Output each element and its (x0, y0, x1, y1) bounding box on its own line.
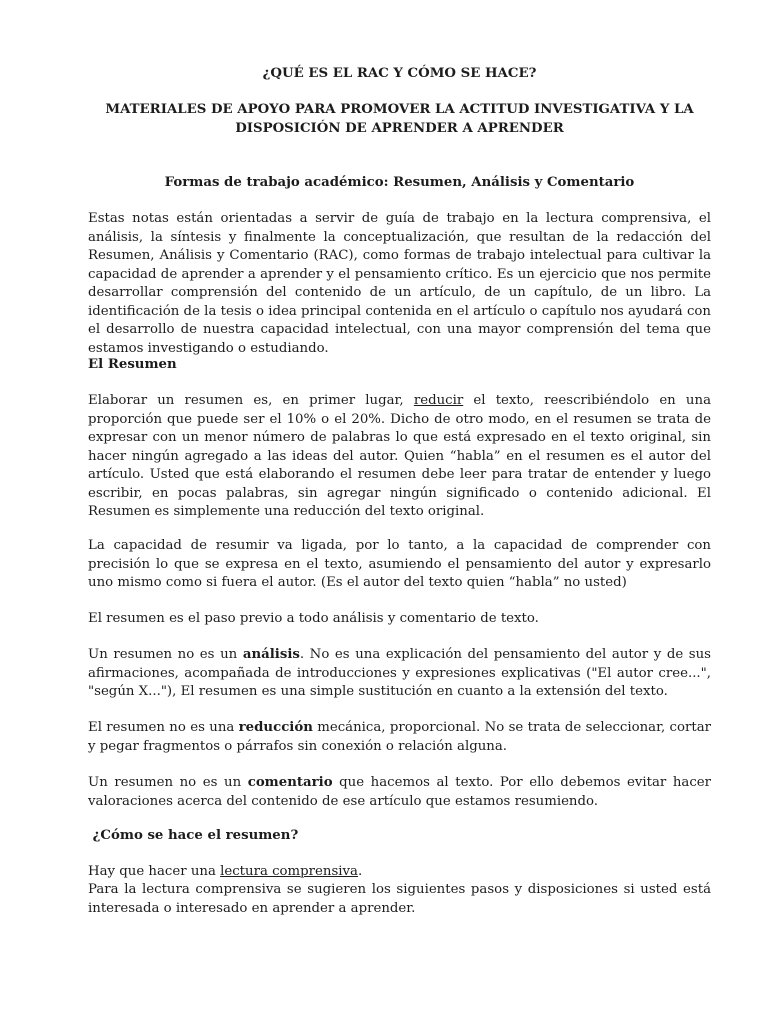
section-title: Formas de trabajo académico: Resumen, Análisis y Comentario (164, 175, 635, 190)
text-run: . No es una explicación del pensamiento del autor y de sus afirmaciones, acompañada de introducciones y expresiones explicativas ("El autor cree...", "según X..."), El resumen es una simple sustitución en cuanto a la extensión del texto. (88, 647, 712, 699)
intro-paragraph: Estas notas están orientadas a servir de guía de trabajo en la lectura comprensiva, el análisis, la síntesis y finalmente la conceptualización, que resultan de la redacción del Resumen, Análisis y Comentario (RAC), como formas de trabajo intelectual para cultivar la capacidad de aprender a aprender y el pensamiento crítico. Es un ejercicio que nos permite desarrollar comprensión del contenido de un artículo, de un capítulo, de un libro. La identificación de la tesis o idea principal contenida en el artículo o capítulo nos ayudará con el desarrollo de nuestra capacidad intelectual, con una mayor comprensión del tema que estamos investigando o estudiando. (88, 211, 711, 356)
paragraph-previous-step: El resumen es el paso previo a todo análisis y comentario de texto. (88, 611, 539, 626)
underlined-term: lectura comprensiva (220, 864, 358, 879)
paragraph-not-analysis (88, 646, 711, 702)
text-run: Un resumen no es un (88, 647, 243, 662)
paragraph-lectura (88, 863, 711, 882)
heading-como: ¿Cómo se hace el resumen? (88, 828, 299, 843)
text-run: Un resumen no es un (88, 775, 248, 790)
text-run: Elaborar un resumen es, en primer lugar, (88, 393, 414, 408)
paragraph-not-comment (88, 774, 711, 811)
bold-term: reducción (238, 720, 313, 735)
text-run: . (357, 864, 363, 879)
text-run: que hacemos al texto. Por ello debemos evitar hacer valoraciones acerca del contenido de ese artículo que estamos resumiendo. (88, 775, 711, 809)
underlined-term: reducir (413, 393, 464, 408)
text-run: Hay que hacer una (88, 864, 221, 879)
document-subtitle: MATERIALES DE APOYO PARA PROMOVER LA ACTITUD INVESTIGATIVA Y LA DISPOSICIÓN DE APRENDER A APRENDER (105, 102, 694, 136)
bold-term: análisis (242, 647, 300, 662)
paragraph-capacity: La capacidad de resumir va ligada, por lo tanto, a la capacidad de comprender con precisión lo que se expresa en el texto, asumiendo el pensamiento del autor y expresarlo uno mismo como si fuera el autor. (Es el autor del texto quien “habla” no usted) (88, 538, 711, 590)
bold-term: comentario (247, 775, 333, 790)
text-run: el texto, reescribiéndolo en una proporción que puede ser el 10% o el 20%. Dicho de otro modo, en el resumen se trata de expresar con un menor número de palabras lo que está expresado en el texto original, sin hacer ningún agregado a las ideas del autor. Quien “habla” en el resumen es el autor del artículo. Usted que está elaborando el resumen debe leer para tratar de entender y luego escribir, en pocas palabras, sin agregar ningún significado o contenido adicional. El Resumen es simplemente una reducción del texto original. (88, 393, 711, 519)
paragraph-resumen-definition (88, 392, 711, 522)
text-run: mecánica, proporcional. No se trata de seleccionar, cortar y pegar fragmentos o párrafos sin conexión o relación alguna. (88, 720, 711, 754)
paragraph-steps: Para la lectura comprensiva se sugieren los siguientes pasos y disposiciones si usted está interesada o interesado en aprender a aprender. (88, 882, 711, 916)
heading-resumen: El Resumen (88, 357, 177, 372)
paragraph-not-reduction (88, 719, 711, 756)
text-run: El resumen no es una (88, 720, 239, 735)
document-title: ¿QUÉ ES EL RAC Y CÓMO SE HACE? (262, 66, 537, 81)
